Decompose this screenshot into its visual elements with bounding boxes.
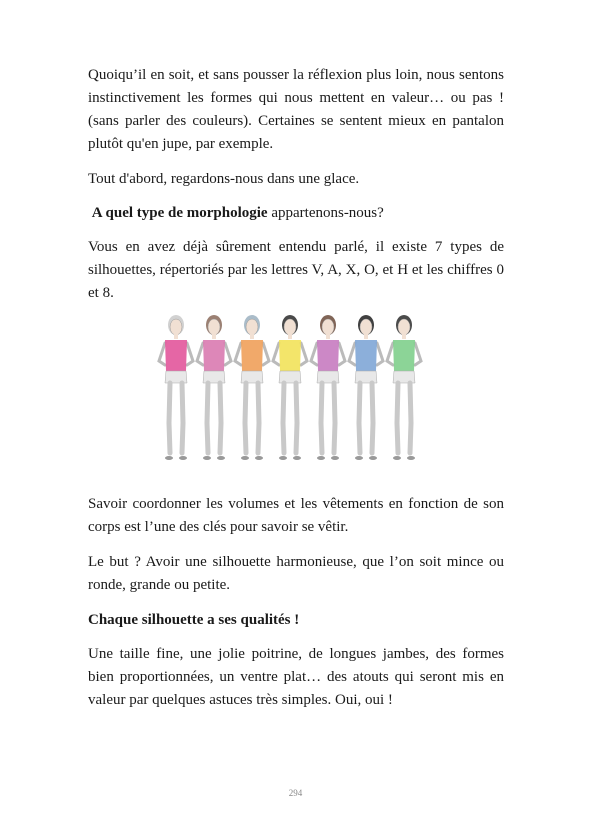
silhouette-figure xyxy=(349,315,383,460)
silhouette-figure xyxy=(387,315,421,460)
paragraph-intro: Quoiqu’il en soit, et sans pousser la réflexion plus loin, nous sentons instinctivement les formes qui nous mettent en valeur… ou pas ! (sans parler des couleurs). Certaines se sentent mieux en pantalon plutôt qu'en jupe, par exemple. xyxy=(88,67,504,152)
page-number: 294 xyxy=(288,788,303,798)
page-content xyxy=(88,64,504,712)
silhouette-figure xyxy=(159,315,193,460)
paragraph-coordinate: Savoir coordonner les volumes et les vêtements en fonction de son corps est l’une des clés pour savoir se vêtir. xyxy=(88,496,504,535)
question-rest: appartenons-nous? xyxy=(267,205,384,221)
qualities-rest: ! xyxy=(290,612,300,628)
paragraph-qualities xyxy=(88,609,504,632)
paragraph-question xyxy=(88,202,504,225)
silhouette-figure xyxy=(197,315,231,460)
paragraph-goal: Le but ? Avoir une silhouette harmonieuse, que l’on soit mince ou ronde, grande ou petite. xyxy=(88,554,504,593)
silhouettes-figure xyxy=(88,313,504,473)
silhouette-figure xyxy=(235,315,269,460)
paragraph-silhouette-types: Vous en avez déjà sûrement entendu parlé, il existe 7 types de silhouettes, répertoriés par les lettres V, A, X, O, et H et les chiffres 0 et 8. xyxy=(88,239,504,301)
paragraph-mirror: Tout d'abord, regardons-nous dans une glace. xyxy=(88,171,360,187)
question-bold: A quel type de morphologie xyxy=(91,205,268,221)
silhouette-figure xyxy=(311,315,345,460)
qualities-bold: Chaque silhouette a ses qualités xyxy=(88,612,291,628)
silhouette-figure xyxy=(273,315,307,460)
paragraph-assets: Une taille fine, une jolie poitrine, de longues jambes, des formes bien proportionnées, un ventre plat… des atouts qui seront mis en valeur par quelques astuces très simples. Oui, oui ! xyxy=(88,646,504,708)
silhouettes-illustration xyxy=(154,313,444,473)
